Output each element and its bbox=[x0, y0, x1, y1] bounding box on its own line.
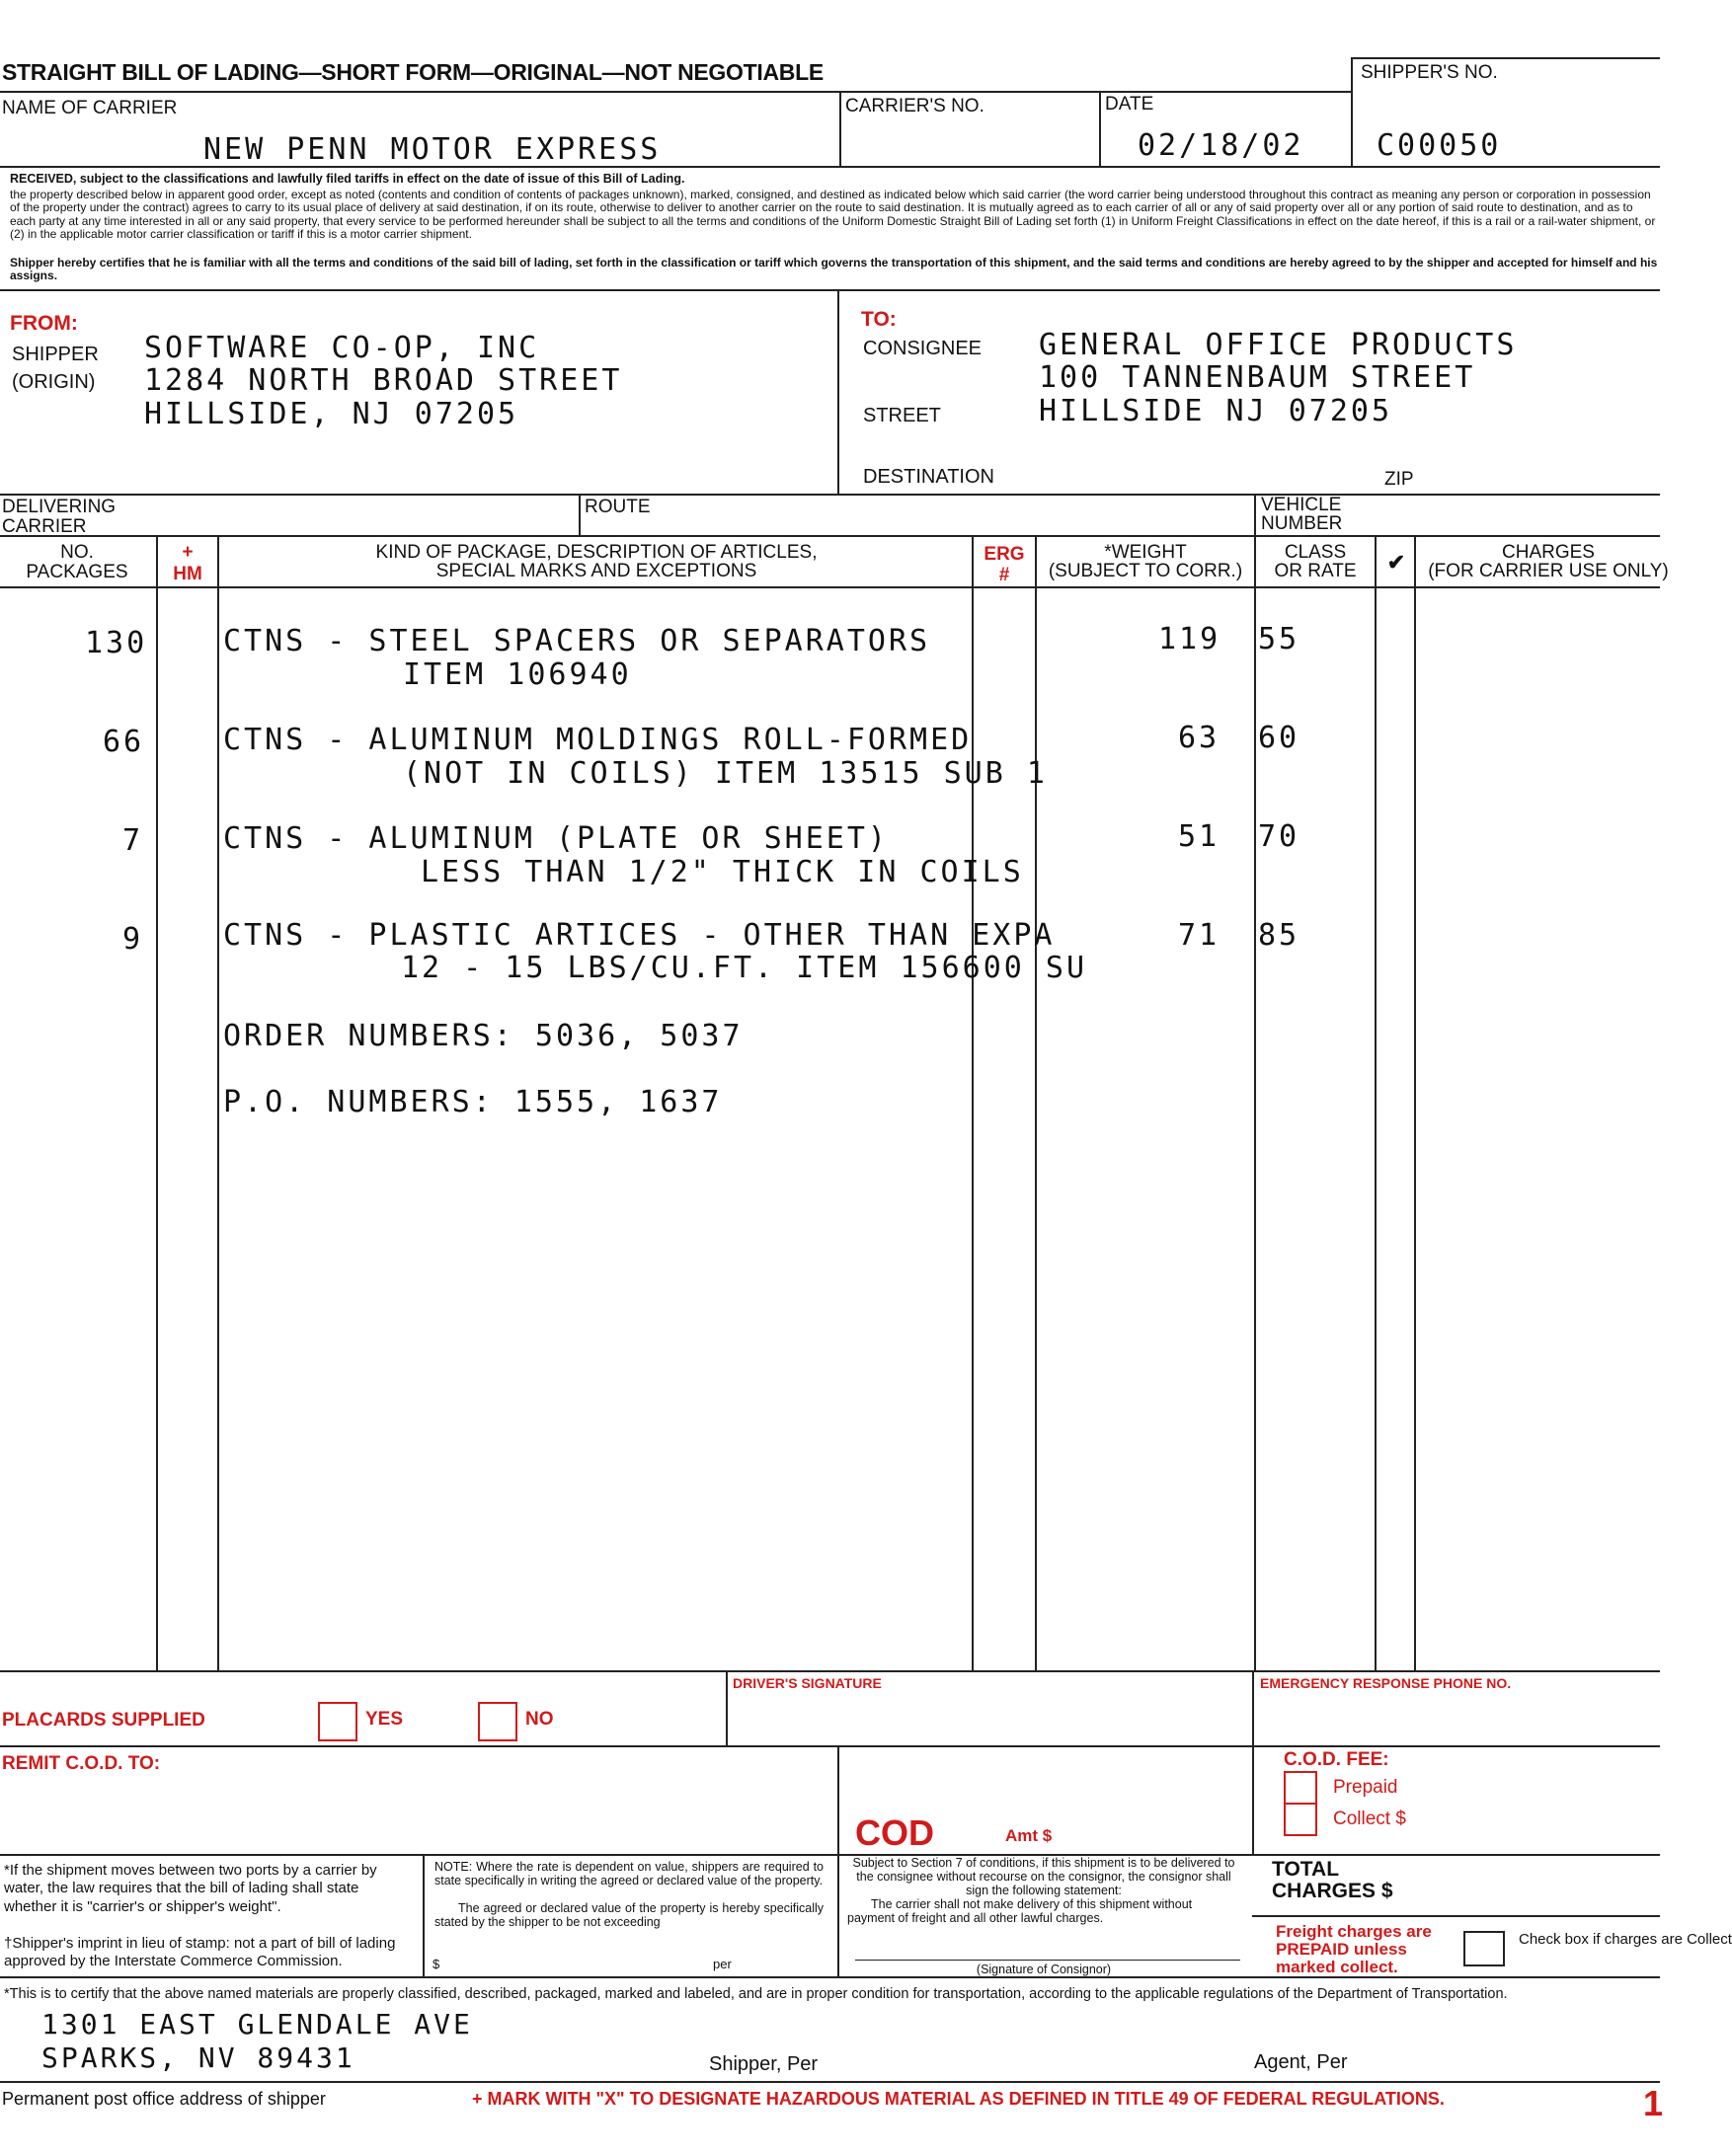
row-class: 85 bbox=[1258, 918, 1300, 953]
page-mark: 1 bbox=[1643, 2083, 1664, 2123]
section-7-note-2: The carrier shall not make delivery of this shipment without payment of freight and all other lawful charges. bbox=[847, 1897, 1193, 1925]
vehicle-label-1: VEHICLE bbox=[1261, 495, 1342, 515]
drivers-signature-label: DRIVER'S SIGNATURE bbox=[733, 1675, 882, 1691]
destination-label: DESTINATION bbox=[863, 466, 994, 488]
col-hm-header-1: + bbox=[182, 542, 194, 563]
shipper-address-line-1: 1301 EAST GLENDALE AVE bbox=[41, 2008, 473, 2040]
terms-received-body: the property described below in apparent good order, except as noted (contents and condition of contents of packages unknown), marked, consigned, and destined as indicated below which said carrier (the word carrier being understood throughout this contract as meaning any person or corporation in possession of the property under the contract) agrees to carry to its usual place of delivery at said destination, if on its route, otherwise to deliver to another carrier on the route to said destination. It is mutually agreed as to each carrier of all or any of said property over all or any portion of said route to destination, and as to each party at any time interested in all or any said property, that every service to be performed hereunder shall be subject to all the terms and conditions of the Uniform Domestic Straight Bill of Lading set forth (1) in Uniform Freight Classifications in effect on the date hereof, if this is a rail or a rail-water shipment, or (2) in the applicable motor carrier classification or tariff if this is a motor carrier shipment. bbox=[10, 188, 1656, 242]
cod-collect-checkbox[interactable] bbox=[1284, 1803, 1317, 1836]
from-heading: FROM: bbox=[10, 312, 78, 335]
carrier-name-label: NAME OF CARRIER bbox=[2, 98, 178, 118]
delivering-carrier-label-2: CARRIER bbox=[2, 516, 87, 537]
shipper-line-1: SOFTWARE CO-OP, INC bbox=[144, 331, 540, 365]
dot-certify-note: *This is to certify that the above named materials are properly classified, described, packaged, marked and labeled, and are in proper condition for transportation, according to the applicable regulations of the Department of Transportation. bbox=[4, 1986, 1508, 2002]
check-box-collect-note: Check box if charges are Collect bbox=[1519, 1931, 1732, 1948]
cod-fee-label: C.O.D. FEE: bbox=[1284, 1749, 1389, 1770]
row-weight: 71 bbox=[1178, 918, 1220, 953]
zip-label: ZIP bbox=[1384, 469, 1414, 490]
form-title: STRAIGHT BILL OF LADING—SHORT FORM—ORIGINAL—NOT NEGOTIABLE bbox=[2, 59, 824, 85]
hazmat-note: + MARK WITH "X" TO DESIGNATE HAZARDOUS MATERIAL AS DEFINED IN TITLE 49 OF FEDERAL REGULATIONS. bbox=[472, 2089, 1445, 2109]
water-carrier-note: *If the shipment moves between two ports by a carrier by water, the law requires that the bill of lading shall state whether it is "carrier's or shipper's weight". bbox=[4, 1862, 377, 1915]
row-description-line-2: 12 - 15 LBS/CU.FT. ITEM 156600 SU bbox=[401, 951, 1088, 985]
placards-yes-label: YES bbox=[365, 1709, 404, 1730]
carrier-name-value: NEW PENN MOTOR EXPRESS bbox=[203, 132, 662, 167]
declared-value-dollar: $ bbox=[433, 1957, 440, 1971]
row-class: 70 bbox=[1258, 819, 1300, 854]
shipper-imprint-note: †Shipper's imprint in lieu of stamp: not a part of bill of lading approved by the Interstate Commerce Commission. bbox=[4, 1935, 396, 1970]
col-class-header-1: CLASS bbox=[1284, 542, 1347, 563]
row-packages: 9 bbox=[122, 922, 144, 957]
col-weight-header-2: (SUBJECT TO CORR.) bbox=[1048, 561, 1243, 581]
section-7-note-1: Subject to Section 7 of conditions, if this shipment is to be delivered to the consignee without recourse on the consignor, the consignor shall sign the following statement: bbox=[852, 1856, 1235, 1897]
delivering-carrier-label-1: DELIVERING bbox=[2, 497, 117, 517]
terms-received-heading: RECEIVED, subject to the classifications and lawfully filed tariffs in effect on the date of issue of this Bill of Lading. bbox=[10, 172, 685, 186]
col-erg-header-2: # bbox=[998, 565, 1010, 585]
row-weight: 63 bbox=[1178, 721, 1220, 755]
value-note-2: The agreed or declared value of the property is hereby specifically stated by the shipper to be not exceeding bbox=[434, 1901, 824, 1929]
row-packages: 130 bbox=[85, 626, 148, 660]
post-office-address-label: Permanent post office address of shipper bbox=[2, 2089, 326, 2109]
emergency-phone-label: EMERGENCY RESPONSE PHONE NO. bbox=[1260, 1675, 1512, 1691]
placards-label: PLACARDS SUPPLIED bbox=[2, 1710, 205, 1731]
placards-no-label: NO bbox=[525, 1709, 554, 1730]
date-value: 02/18/02 bbox=[1138, 128, 1304, 163]
cod-amount-label: Amt $ bbox=[1005, 1826, 1053, 1845]
col-erg-header-1: ERG bbox=[984, 544, 1025, 565]
placards-no-checkbox[interactable] bbox=[478, 1702, 517, 1741]
shipper-per-label: Shipper, Per bbox=[709, 2053, 819, 2075]
terms-certify: Shipper hereby certifies that he is familiar with all the terms and conditions of the said bill of lading, set forth in the classification or tariff which governs the transportation of this shipment, and the said terms and conditions are hereby agreed to by the shipper and accepted for himself and his assigns. bbox=[10, 256, 1658, 283]
freight-prepaid-note: Freight charges are PREPAID unless marked collect. bbox=[1276, 1922, 1432, 1977]
col-hm-header-2: HM bbox=[173, 564, 202, 584]
row-packages: 66 bbox=[103, 725, 145, 759]
shipper-line-3: HILLSIDE, NJ 07205 bbox=[144, 397, 519, 431]
vehicle-label-2: NUMBER bbox=[1261, 513, 1343, 534]
consignee-label: CONSIGNEE bbox=[863, 338, 983, 359]
value-note-1: NOTE: Where the rate is dependent on value, shippers are required to state specifically in writing the agreed or declared value of the property. bbox=[434, 1860, 824, 1887]
total-charges-label-2: CHARGES $ bbox=[1272, 1880, 1393, 1902]
col-packages-header-2: PACKAGES bbox=[26, 562, 128, 582]
consignee-line-3: HILLSIDE NJ 07205 bbox=[1039, 394, 1393, 428]
consignee-line-2: 100 TANNENBAUM STREET bbox=[1039, 360, 1476, 395]
col-description-header-1: KIND OF PACKAGE, DESCRIPTION OF ARTICLES, bbox=[375, 542, 818, 563]
cod-label: COD bbox=[855, 1812, 934, 1853]
row-weight: 119 bbox=[1158, 622, 1221, 656]
collect-charges-checkbox[interactable] bbox=[1463, 1931, 1505, 1966]
row-description-line-1: CTNS - ALUMINUM MOLDINGS ROLL-FORMED bbox=[223, 723, 973, 757]
agent-per-label: Agent, Per bbox=[1254, 2051, 1348, 2073]
row-description-line-1: CTNS - ALUMINUM (PLATE OR SHEET) bbox=[223, 821, 889, 856]
col-class-header-2: OR RATE bbox=[1274, 561, 1357, 581]
col-charges-header-2: (FOR CARRIER USE ONLY) bbox=[1428, 561, 1669, 581]
shipper-line-2: 1284 NORTH BROAD STREET bbox=[144, 363, 623, 398]
shipper-address-line-2: SPARKS, NV 89431 bbox=[41, 2041, 355, 2074]
shipper-label: SHIPPER bbox=[12, 344, 99, 365]
total-charges-label-1: TOTAL bbox=[1272, 1858, 1340, 1881]
order-numbers: ORDER NUMBERS: 5036, 5037 bbox=[223, 1019, 744, 1053]
po-numbers: P.O. NUMBERS: 1555, 1637 bbox=[223, 1085, 723, 1119]
remit-cod-label: REMIT C.O.D. TO: bbox=[2, 1753, 161, 1774]
origin-label: (ORIGIN) bbox=[12, 371, 96, 393]
shippers-no-value: C00050 bbox=[1377, 128, 1502, 163]
date-label: DATE bbox=[1105, 94, 1154, 115]
row-packages: 7 bbox=[122, 823, 144, 858]
cod-prepaid-checkbox[interactable] bbox=[1284, 1771, 1317, 1805]
placards-yes-checkbox[interactable] bbox=[318, 1702, 357, 1741]
to-heading: TO: bbox=[861, 308, 897, 331]
cod-prepaid-label: Prepaid bbox=[1333, 1777, 1398, 1798]
carriers-no-label: CARRIER'S NO. bbox=[845, 96, 984, 116]
consignor-signature-label: (Signature of Consignor) bbox=[976, 1963, 1112, 1976]
row-class: 55 bbox=[1258, 622, 1300, 656]
col-charges-header-1: CHARGES bbox=[1502, 542, 1595, 563]
row-weight: 51 bbox=[1178, 819, 1220, 854]
check-icon: ✔ bbox=[1386, 550, 1406, 575]
row-description-line-1: CTNS - PLASTIC ARTICES - OTHER THAN EXPA bbox=[223, 918, 1056, 953]
shippers-no-label: SHIPPER'S NO. bbox=[1361, 62, 1498, 83]
row-description-line-2: ITEM 106940 bbox=[403, 657, 632, 692]
consignee-line-1: GENERAL OFFICE PRODUCTS bbox=[1039, 328, 1518, 362]
col-description-header-2: SPECIAL MARKS AND EXCEPTIONS bbox=[435, 561, 757, 581]
declared-value-per: per bbox=[713, 1957, 732, 1971]
cod-collect-label: Collect $ bbox=[1333, 1809, 1406, 1829]
row-description-line-2: LESS THAN 1/2" THICK IN COILS bbox=[421, 855, 1024, 889]
route-label: ROUTE bbox=[585, 497, 651, 517]
col-weight-header-1: *WEIGHT bbox=[1104, 542, 1187, 563]
row-class: 60 bbox=[1258, 721, 1300, 755]
street-label: STREET bbox=[863, 405, 941, 426]
col-packages-header-1: NO. bbox=[60, 542, 94, 563]
row-description-line-1: CTNS - STEEL SPACERS OR SEPARATORS bbox=[223, 624, 931, 658]
row-description-line-2: (NOT IN COILS) ITEM 13515 SUB 1 bbox=[403, 756, 1048, 791]
